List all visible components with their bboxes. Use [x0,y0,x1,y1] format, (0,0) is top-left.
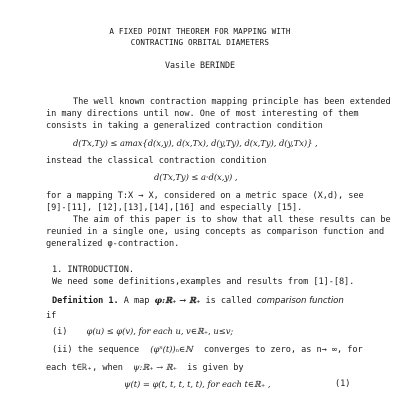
definition-if: if [46,311,57,321]
condition-2-line-2 [46,362,244,373]
condition-2-label: (ii) the sequence [52,345,140,355]
equation-number: (1) [335,379,351,389]
definition-text-a: A map [123,296,150,306]
intro-line-3: consists in taking a generalized contraction condition [46,121,323,131]
condition-2-map: ψ:ℝ₊ → ℝ₊ [132,362,178,372]
section-heading: 1. INTRODUCTION. [52,265,134,275]
paper-title-line-1: A FIXED POINT THEOREM FOR MAPPING WITH [109,27,291,36]
intro-line-6: [9]-[11], [12],[13],[14],[16] and especially [15]. [46,203,303,213]
definition-term: comparison function [256,296,344,306]
intro-line-4: instead the classical contraction condition [46,156,267,166]
intro-line-8: reunied in a single one, using concepts as comparison function and [46,227,385,237]
paper-title-line-2: CONTRACTING ORBITAL DIAMETERS [130,38,270,47]
condition-2 [52,344,363,355]
formula-classical-contraction: d(Tx,Ty) ≤ a·d(x,y) , [154,172,238,182]
condition-2-text-b: is given by [187,363,244,373]
condition-2-sequence: (φⁿ(t))ₙ∈ℕ [150,344,193,354]
intro-line-7: The aim of this paper is to show that all these results can be [73,215,391,225]
definition-text-b: is called [205,296,252,306]
formula-psi-definition: ψ(t) = φ(t, t, t, t, t), for each t∈ℝ₊ , [124,379,271,389]
definition-map: φ:ℝ₊ → ℝ₊ [154,295,201,305]
condition-1 [52,326,233,337]
definition-label: Definition 1. [52,296,119,306]
section-line-1: We need some definitions,examples and results from [1]-[8]. [52,277,355,287]
author-name: Vasile BERINDE [165,60,235,70]
intro-line-2: in many directions until now. One of most interesting of them [46,109,359,119]
condition-1-label: (i) [52,327,68,337]
intro-line-1: The well known contraction mapping principle has been extended [73,97,391,107]
condition-2-rest: converges to zero, as n→ ∞, for [203,345,363,355]
condition-1-formula: φ(u) ≤ φ(v), for each u, v∈ℝ₊, u≤v; [86,326,234,336]
formula-generalized-contraction: d(Tx,Ty) ≤ amax{d(x,y), d(x,Tx), d(y,Ty), d(x,Ty), d(y,Tx)} , [73,138,318,148]
condition-2-text-a: each t∈ℝ₊, when [46,363,123,373]
intro-line-5: for a mapping T:X → X, considered on a metric space (X,d), see [46,191,364,201]
definition-1-line [52,295,344,306]
intro-line-9: generalized φ-contraction. [46,239,180,249]
